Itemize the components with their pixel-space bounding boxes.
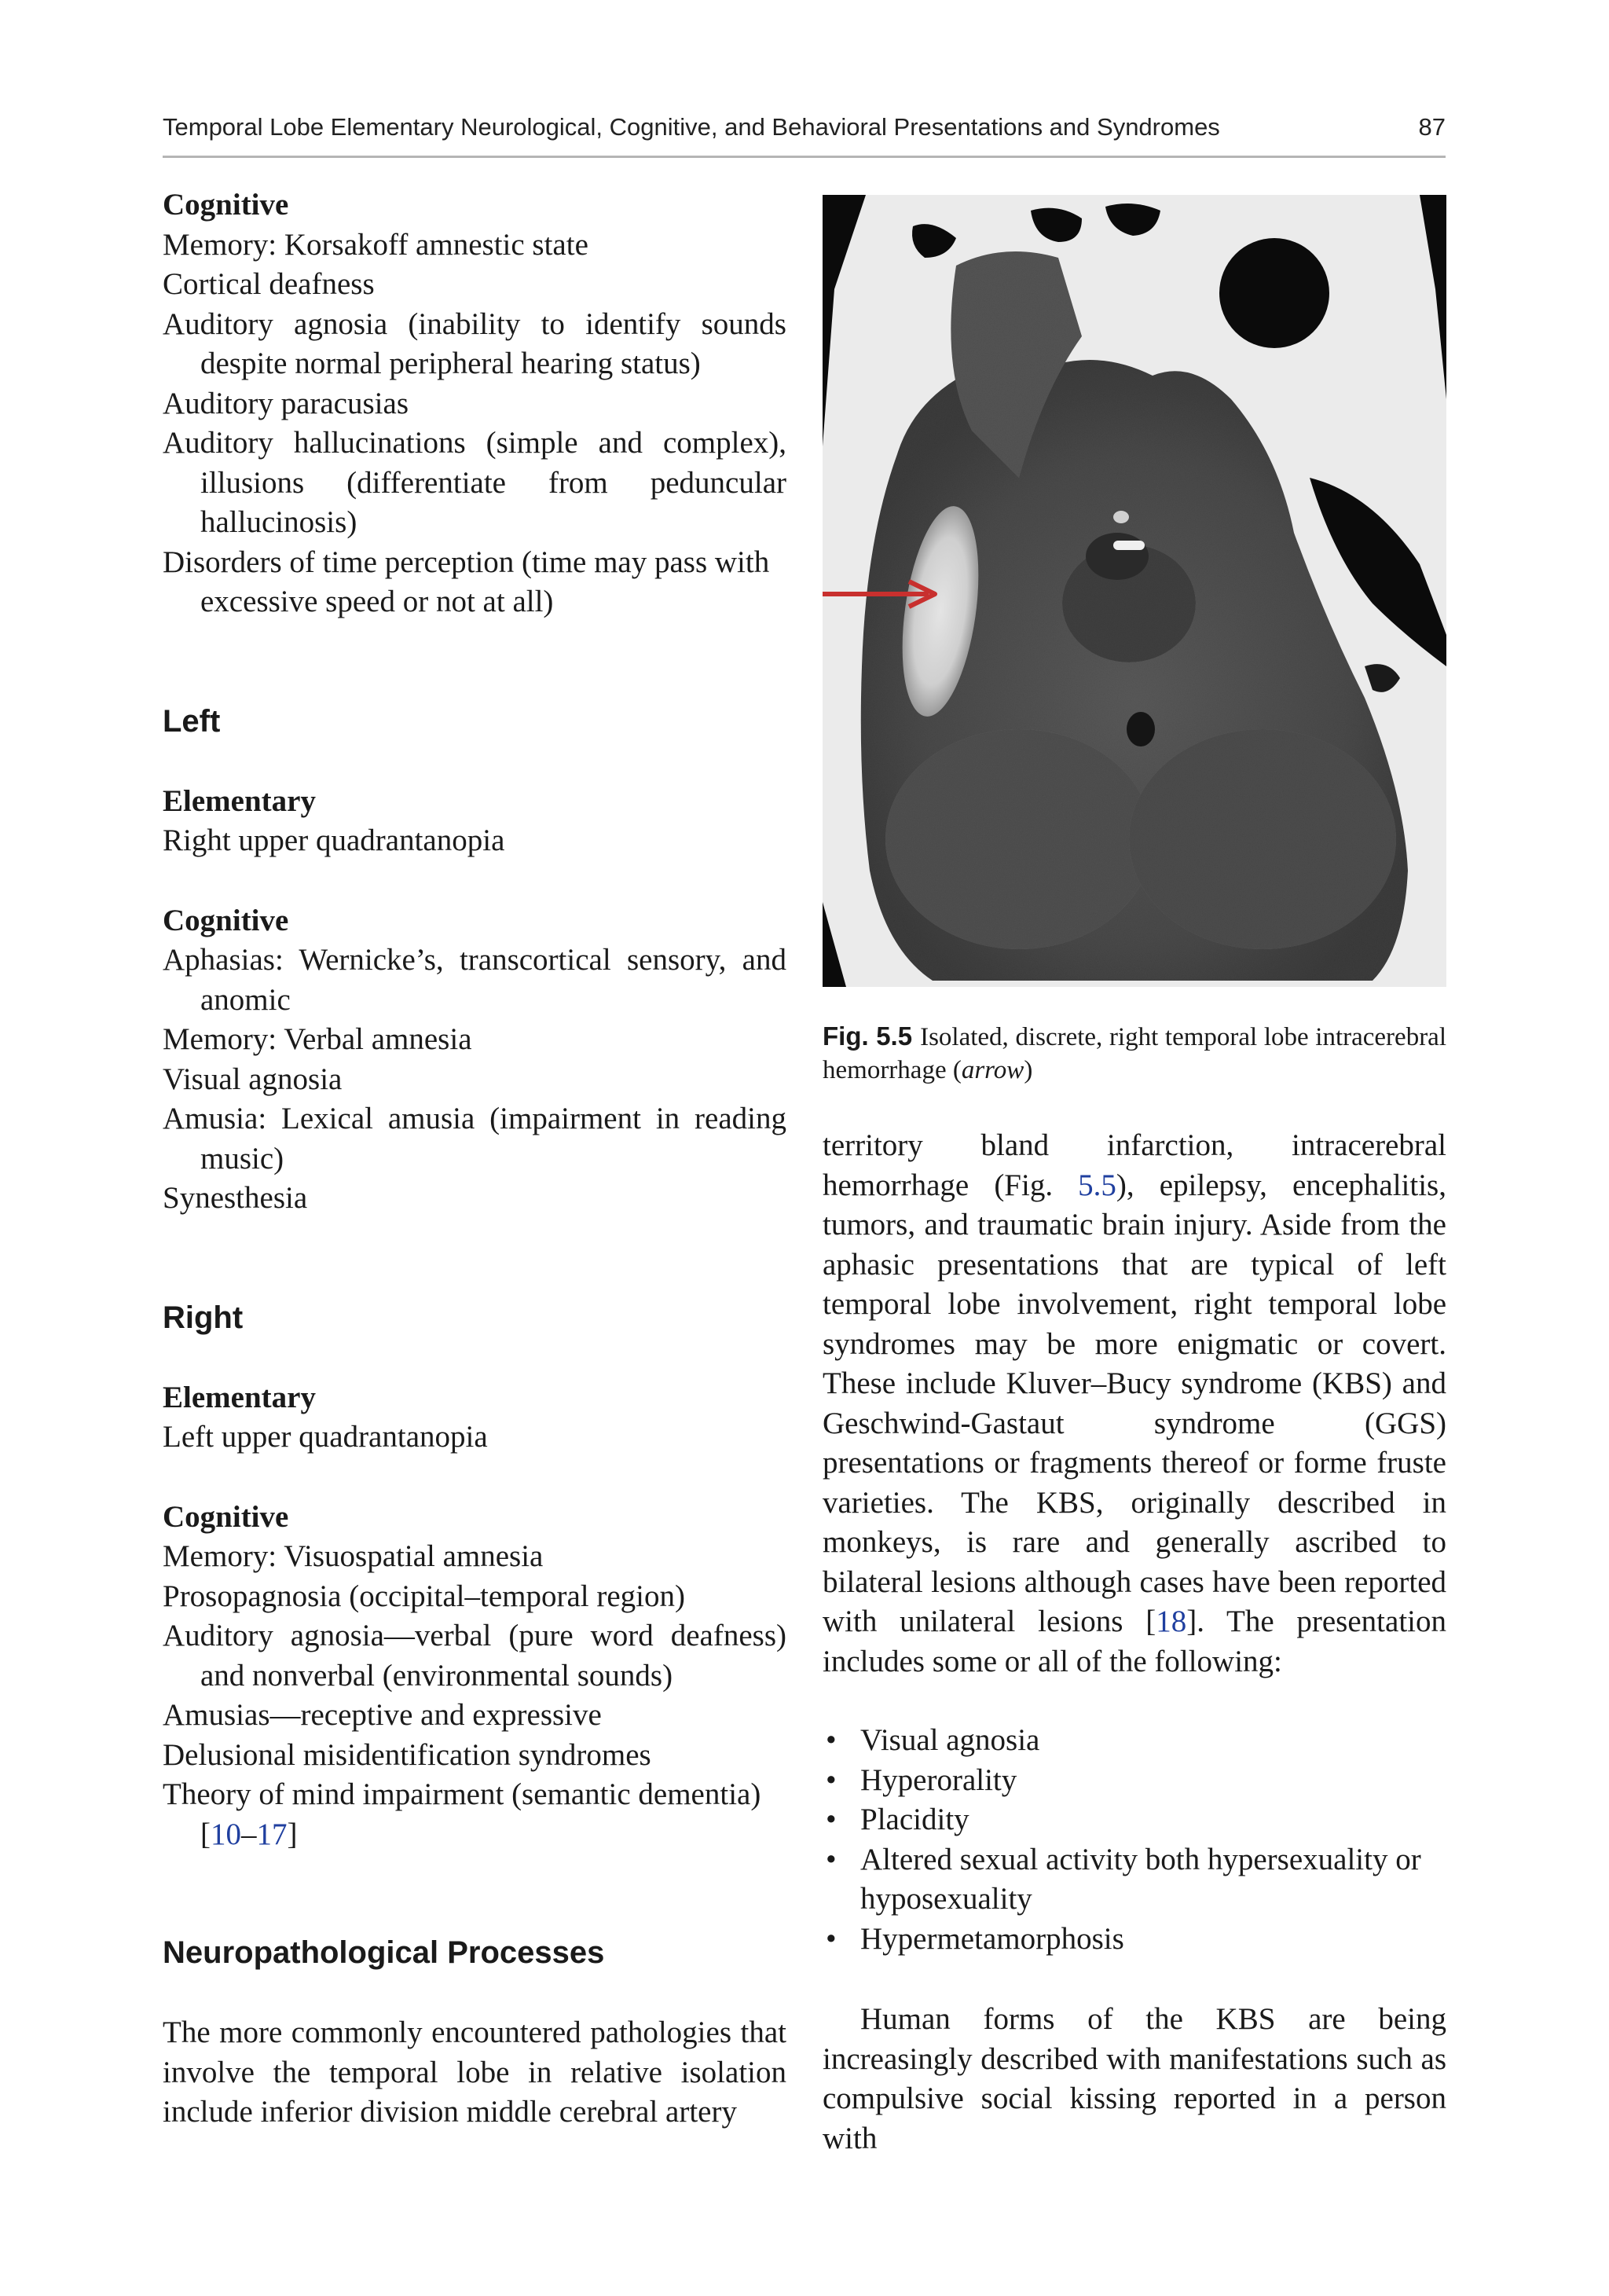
citation-dash: – — [241, 1817, 257, 1851]
list-item-text: Theory of mind impairment (semantic dementia) [ — [163, 1777, 761, 1851]
section-heading-neuropathological: Neuropathological Processes — [163, 1935, 605, 1970]
paragraph-text: ), epilepsy, encephalitis, tumors, and traumatic brain injury. Aside from the aphasic presentations that are typical of left temporal lobe involvement, right temporal lobe syndromes may be more enigmatic or covert. These include Kluver–Bucy syndrome (KBS) and Geschwind-Gastaut syndrome (GGS) presentations or fragments thereof or forme fruste varieties. The KBS, originally described in monkeys, is rare and generally ascribed to bilateral lesions although cases have been reported with unilateral lesions [ — [823, 1168, 1446, 1638]
citation-link[interactable]: 10 — [211, 1817, 241, 1851]
citation-bracket: ] — [287, 1817, 298, 1851]
list-item: • Placidity — [823, 1800, 1446, 1840]
list-item: • Altered sexual activity both hypersexuality or hyposexuality — [823, 1840, 1446, 1920]
list-item: Aphasias: Wernicke’s, transcortical sensory, and anomic — [163, 943, 786, 1017]
list-item: Visual agnosia — [163, 1062, 343, 1096]
list-item: Memory: Verbal amnesia — [163, 1022, 472, 1056]
citation-link[interactable]: 17 — [256, 1817, 288, 1851]
paragraph-text: ]. The presentation includes some or all of the following: — [823, 1605, 1446, 1678]
body-paragraph: Human forms of the KBS are being increasingly described with manifestations such as compulsive social kissing reported in a person with — [823, 2002, 1446, 2155]
list-item — [163, 1775, 786, 1854]
bullet-list — [823, 1721, 1446, 1959]
list-item: Amusia: Lexical amusia (impairment in reading music) — [163, 1102, 786, 1176]
list-item: Cortical deafness — [163, 267, 375, 301]
list-item: Auditory agnosia (inability to identify sounds despite normal peripheral hearing status) — [163, 306, 786, 380]
ct-scan-figure — [823, 195, 1446, 987]
figure-ref-link[interactable]: 5.5 — [1078, 1168, 1116, 1202]
list-item: • Visual agnosia — [823, 1721, 1446, 1761]
list-item: Auditory paracusias — [163, 386, 409, 420]
body-paragraph — [823, 1126, 1446, 1682]
list-item: Delusional misidentification syndromes — [163, 1737, 651, 1772]
caption-italic: arrow — [961, 1056, 1024, 1084]
figure-label: Fig. 5.5 — [823, 1021, 913, 1051]
caption-close: ) — [1024, 1056, 1033, 1084]
running-head-title: Temporal Lobe Elementary Neurological, Cognitive, and Behavioral Presentations and Syndromes — [163, 113, 1220, 141]
list-item: Left upper quadrantanopia — [163, 1420, 488, 1454]
list-item: • Hyperorality — [823, 1761, 1446, 1801]
caption-text: Isolated, discrete, right temporal lobe intracerebral hemorrhage ( — [823, 1023, 1446, 1084]
cognitive-heading: Cognitive — [163, 1499, 289, 1534]
figure-caption — [823, 1020, 1446, 1087]
list-item: • Hypermetamorphosis — [823, 1920, 1446, 1960]
list-item: Amusias—receptive and expressive — [163, 1698, 602, 1732]
list-item: Memory: Korsakoff amnestic state — [163, 227, 588, 262]
list-item: Right upper quadrantanopia — [163, 823, 505, 857]
list-item: Synesthesia — [163, 1181, 308, 1215]
page-number: 87 — [1418, 113, 1446, 141]
list-item: Disorders of time perception (time may pass with excessive speed or not at all) — [163, 545, 770, 618]
running-head — [163, 108, 1446, 158]
section-heading-right: Right — [163, 1300, 244, 1335]
body-paragraph: The more commonly encountered pathologies that involve the temporal lobe in relative isolation include inferior division middle cerebral artery — [163, 2015, 786, 2129]
section-heading-left: Left — [163, 703, 221, 739]
list-item: Prosopagnosia (occipital–temporal region) — [163, 1579, 685, 1613]
citation-link[interactable]: 18 — [1156, 1605, 1187, 1638]
list-item: Auditory agnosia—verbal (pure word deafness) and nonverbal (environmental sounds) — [163, 1619, 786, 1693]
elementary-heading: Elementary — [163, 1380, 316, 1414]
list-item: Memory: Visuospatial amnesia — [163, 1539, 544, 1573]
elementary-heading: Elementary — [163, 783, 316, 818]
cognitive-heading: Cognitive — [163, 188, 289, 222]
ct-scan-image — [823, 195, 1446, 987]
left-column — [163, 185, 786, 2133]
cognitive-heading: Cognitive — [163, 903, 289, 937]
list-item: Auditory hallucinations (simple and complex), illusions (differentiate from peduncular hallucinosis) — [163, 426, 786, 539]
right-column — [823, 195, 1446, 2158]
paragraph-text: territory bland infarction, intracerebral hemorrhage (Fig. — [823, 1128, 1446, 1202]
